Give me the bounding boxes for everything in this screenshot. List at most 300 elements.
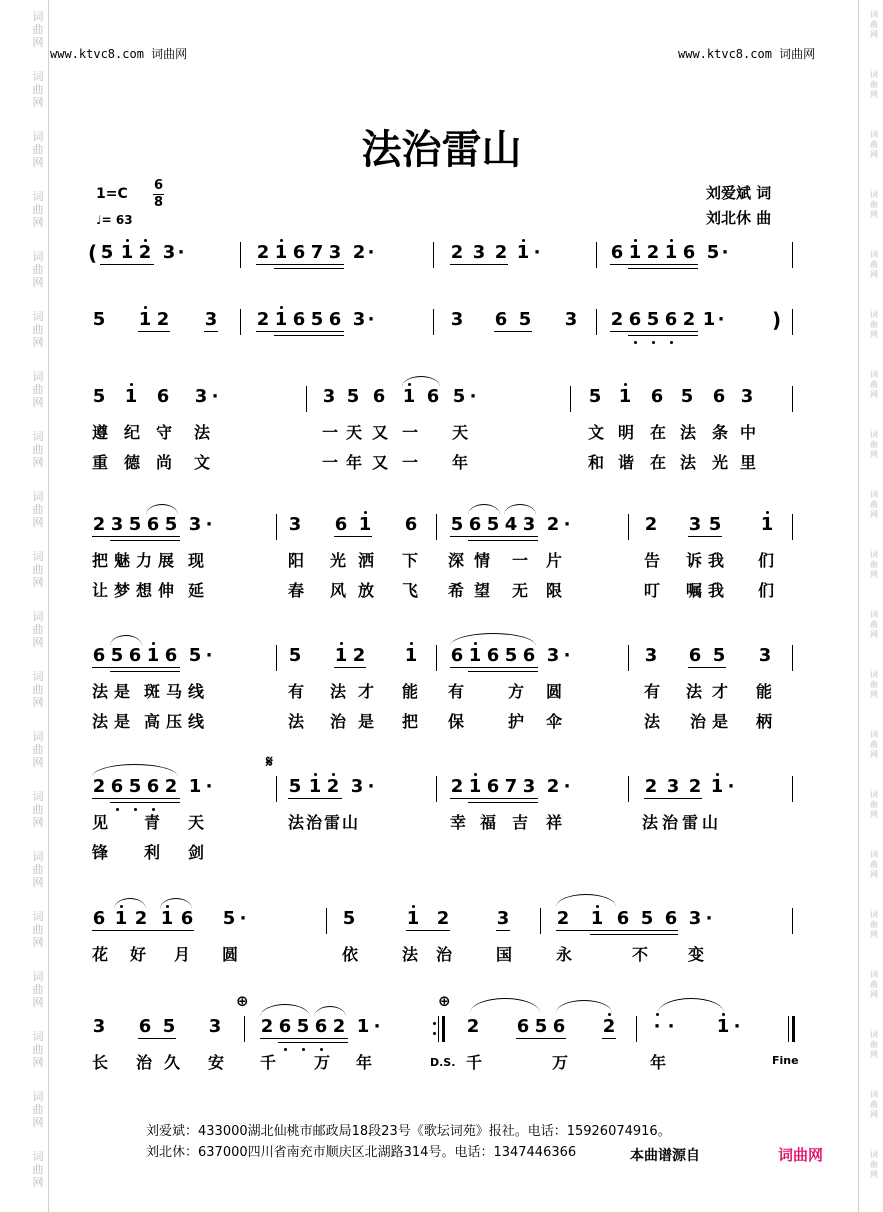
slur xyxy=(468,504,500,515)
measure xyxy=(650,1016,770,1037)
note: 5 xyxy=(706,242,720,263)
staff-row-1 xyxy=(0,241,883,274)
lyric-1: 在 xyxy=(650,423,667,442)
note: 6 xyxy=(334,514,348,535)
dot: · xyxy=(727,776,735,797)
note: 1 xyxy=(146,647,160,665)
lyric-1: 能 xyxy=(402,682,419,701)
dot: · xyxy=(717,309,725,330)
dot: · xyxy=(373,1016,381,1037)
note: 3 xyxy=(450,309,464,330)
note: 6 xyxy=(92,645,106,666)
note: 3 xyxy=(496,908,510,929)
barline xyxy=(306,386,307,412)
measure xyxy=(288,776,388,797)
time-signature-top: 6 xyxy=(154,178,164,193)
note: 2 xyxy=(138,244,152,262)
note: 3 xyxy=(564,309,578,330)
slur xyxy=(556,894,616,907)
note: 1 xyxy=(334,647,348,665)
note: 2 xyxy=(646,242,660,263)
lyric-2: 是 xyxy=(114,712,131,731)
note: 5 xyxy=(162,1016,176,1037)
note: 2 xyxy=(92,776,106,797)
note: 1 xyxy=(114,910,128,928)
note: 1 xyxy=(618,388,632,406)
lyric-2: 延 xyxy=(188,581,205,600)
lyric-1: 法 xyxy=(402,945,419,964)
note: 6 xyxy=(138,1016,152,1037)
watermark-text: 词 曲 网 xyxy=(870,970,878,999)
note: 4 xyxy=(504,514,518,535)
dot: · xyxy=(533,242,541,263)
lyric-1: 年 xyxy=(650,1053,667,1072)
song-title: 法治雷山 xyxy=(361,127,522,173)
lyric-2: 春 xyxy=(288,581,305,600)
lyric-1: 雷 xyxy=(682,813,699,832)
barline xyxy=(596,309,597,335)
note: 5 xyxy=(342,908,356,929)
lyric-2: 放 xyxy=(358,581,375,600)
lyric-1: 文 xyxy=(588,423,605,442)
lyric-1: 山 xyxy=(342,813,359,832)
dot: · xyxy=(563,776,571,797)
note: 3 xyxy=(204,309,218,330)
lyric-2: 治 xyxy=(330,712,347,731)
lyric-2: 伞 xyxy=(546,712,563,731)
note: 1 xyxy=(760,516,774,534)
note: 6 xyxy=(486,776,500,797)
note: 3 xyxy=(758,645,772,666)
watermark-text: 词 曲 网 xyxy=(870,850,878,879)
staff-row-8 xyxy=(0,992,883,1078)
key-signature: 1=C xyxy=(96,186,128,202)
note: 6 xyxy=(552,1016,566,1037)
lyric-2: 法 xyxy=(288,712,305,731)
note: 1 xyxy=(356,1016,370,1037)
note: 3 xyxy=(522,514,536,535)
measure xyxy=(92,1016,232,1037)
lyric-1: 法 xyxy=(642,813,659,832)
lyric-1: 青 xyxy=(144,813,161,832)
note: 5 xyxy=(646,311,660,329)
note: 6 xyxy=(486,645,500,666)
lyric-1: 法 xyxy=(330,682,347,701)
lyric-2: 一 xyxy=(322,453,339,472)
note: 6 xyxy=(664,908,678,929)
lyric-2: 文 xyxy=(194,453,211,472)
lyric-1: 现 xyxy=(188,551,205,570)
measure xyxy=(92,776,232,797)
barline xyxy=(792,908,793,934)
lyric-2: 嘱 xyxy=(686,581,703,600)
barline xyxy=(433,309,434,335)
note: 1 xyxy=(308,778,322,796)
note: 6 xyxy=(664,311,678,329)
note: 3 xyxy=(328,242,342,263)
note: 2 xyxy=(556,908,570,929)
note: 6 xyxy=(110,778,124,796)
note: 2 xyxy=(164,776,178,797)
note: 1 xyxy=(664,244,678,262)
note: 2 xyxy=(260,1016,274,1037)
note: 1 xyxy=(716,1018,730,1036)
staff-row-6 xyxy=(0,752,883,868)
lyric-1: 展 xyxy=(158,551,175,570)
lyric-1: 见 xyxy=(92,813,109,832)
note: 6 xyxy=(292,309,306,330)
brand-logo-text[interactable]: 词曲网 xyxy=(778,1146,824,1164)
watermark-text: 词 曲 网 xyxy=(870,550,878,579)
lyric-1: 好 xyxy=(130,945,147,964)
note: 6 xyxy=(278,1018,292,1036)
barline xyxy=(792,309,793,335)
watermark-text: 词 曲 网 xyxy=(32,1090,44,1129)
barline xyxy=(792,645,793,671)
final-barline-thin xyxy=(788,1016,789,1042)
lyric-1: 洒 xyxy=(358,551,375,570)
note: 5 xyxy=(640,908,654,929)
lyric-1: 万 xyxy=(314,1053,331,1072)
barline xyxy=(433,242,434,268)
note: 2 xyxy=(450,242,464,263)
note: 1 xyxy=(120,244,134,262)
note: 6 xyxy=(616,908,630,929)
lyric-1: 情 xyxy=(474,551,491,570)
dot: · xyxy=(667,1016,675,1037)
lyric-2: 无 xyxy=(512,581,529,600)
note: 6 xyxy=(468,514,482,535)
lyric-1: 治 xyxy=(136,1053,153,1072)
lyric-1: 天 xyxy=(452,423,469,442)
note: 2 xyxy=(256,242,270,263)
barline xyxy=(240,242,241,268)
lyric-1: 变 xyxy=(688,945,705,964)
fine-marking: Fine xyxy=(772,1054,799,1067)
measure xyxy=(644,514,784,535)
note: 6 xyxy=(292,242,306,263)
lyric-1: 才 xyxy=(358,682,375,701)
measure xyxy=(450,514,590,535)
barline xyxy=(570,386,571,412)
note: 6 xyxy=(628,311,642,329)
slur xyxy=(450,633,536,646)
watermark-text: 词 曲 网 xyxy=(32,670,44,709)
note: 1 xyxy=(406,910,420,928)
footer-composer-address: 刘北休：637000四川省南充市顺庆区北湖路314号。电话：1347446366 xyxy=(146,1145,577,1160)
note: 5 xyxy=(534,1016,548,1037)
lyric-2: 希 xyxy=(448,581,465,600)
lyric-2: 飞 xyxy=(402,581,419,600)
note: 1 xyxy=(274,311,288,329)
lyric-2: 想 xyxy=(136,581,153,600)
barline xyxy=(436,514,437,540)
note: 6 xyxy=(404,514,418,535)
watermark-text: 词 曲 网 xyxy=(870,130,878,159)
site-url-right[interactable]: www.ktvc8.com 词曲网 xyxy=(678,47,816,61)
barline xyxy=(596,242,597,268)
lyric-2: 谐 xyxy=(618,453,635,472)
watermark-text: 词 曲 网 xyxy=(32,310,44,349)
dot: · xyxy=(211,386,219,407)
lyric-1: 又 xyxy=(372,423,389,442)
note: 2 xyxy=(644,776,658,797)
slur xyxy=(92,764,178,777)
barline xyxy=(276,645,277,671)
note: 3 xyxy=(688,514,702,535)
slur xyxy=(556,1000,612,1013)
lyric-1: 一 xyxy=(402,423,419,442)
barline xyxy=(240,309,241,335)
lyric-2: 们 xyxy=(758,581,775,600)
dot: · xyxy=(705,908,713,929)
watermark-text: 词 曲 网 xyxy=(32,430,44,469)
dot: · xyxy=(563,645,571,666)
measure xyxy=(644,776,744,797)
lyric-1: 永 xyxy=(556,945,573,964)
lyric-1: 圆 xyxy=(222,945,239,964)
measure xyxy=(588,386,768,407)
note: 2 xyxy=(134,908,148,929)
source-label: 本曲谱源自 xyxy=(630,1148,700,1164)
time-signature-bottom: 8 xyxy=(154,195,164,210)
lyric-1: 纪 xyxy=(124,423,141,442)
lyric-1: 力 xyxy=(136,551,153,570)
lyric-1: 天 xyxy=(346,423,363,442)
lyric-1: 片 xyxy=(546,551,563,570)
lyric-1: 福 xyxy=(480,813,497,832)
note: 2 xyxy=(332,1016,346,1037)
watermark-text: 词 曲 网 xyxy=(32,70,44,109)
note: 1 xyxy=(160,910,174,928)
lyric-1: 法 xyxy=(194,423,211,442)
lyric-2: 剑 xyxy=(188,843,205,862)
slur xyxy=(110,635,142,646)
measure xyxy=(256,242,386,263)
measure xyxy=(450,776,590,797)
lyric-1: 中 xyxy=(740,423,757,442)
lyric-1: 久 xyxy=(164,1053,181,1072)
barline xyxy=(792,776,793,802)
staff-row-5 xyxy=(0,647,883,737)
note: 5 xyxy=(310,309,324,330)
staff-row-2 xyxy=(0,308,883,341)
lyric-2: 风 xyxy=(330,581,347,600)
slur xyxy=(402,376,440,387)
watermark-text: 词 曲 网 xyxy=(32,790,44,829)
note: 5 xyxy=(288,776,302,797)
measure xyxy=(92,309,232,330)
note: 1 xyxy=(138,311,152,329)
lyric-1: 把 xyxy=(92,551,109,570)
note: 2 xyxy=(352,645,366,666)
lyric-1: 依 xyxy=(342,945,359,964)
note: 2 xyxy=(494,242,508,263)
note: 1 xyxy=(358,516,372,534)
note: 5 xyxy=(92,309,106,330)
watermark-text: 词 曲 网 xyxy=(32,730,44,769)
note: 6 xyxy=(328,309,342,330)
lyric-1: 能 xyxy=(756,682,773,701)
note: 3 xyxy=(350,776,364,797)
lyric-2: 德 xyxy=(124,453,141,472)
lyric-1: 守 xyxy=(156,423,173,442)
watermark-text: 词 曲 网 xyxy=(870,1150,878,1179)
measure xyxy=(450,309,590,330)
lyric-1: 法 xyxy=(686,682,703,701)
lyric-1: 安 xyxy=(208,1053,225,1072)
lyric-2: 利 xyxy=(144,843,161,862)
note: 2 xyxy=(688,776,702,797)
lyric-2: 法 xyxy=(680,453,697,472)
barline xyxy=(326,908,327,934)
lyric-2: 一 xyxy=(402,453,419,472)
dot: · xyxy=(367,776,375,797)
note: 5 xyxy=(188,645,202,666)
lyric-1: 有 xyxy=(448,682,465,701)
lyric-1: 诉 xyxy=(686,551,703,570)
barline xyxy=(436,776,437,802)
lyric-1: 幸 xyxy=(450,813,467,832)
watermark-text: 词 曲 网 xyxy=(870,490,878,519)
note: 3 xyxy=(546,645,560,666)
watermark-text: 词 曲 网 xyxy=(870,1030,878,1059)
lyric-1: 才 xyxy=(712,682,729,701)
note: 5 xyxy=(452,386,466,407)
note: 5 xyxy=(588,386,602,407)
lyric-1: 圆 xyxy=(546,682,563,701)
lyric-2: 把 xyxy=(402,712,419,731)
lyric-1: 吉 xyxy=(512,813,529,832)
tempo-marking: ♩= 63 xyxy=(96,213,133,227)
slur xyxy=(470,998,540,1013)
watermark-text: 词 曲 网 xyxy=(870,430,878,459)
note: 3 xyxy=(92,1016,106,1037)
lyric-2: 护 xyxy=(508,712,525,731)
lyric-2: 治 xyxy=(690,712,707,731)
measure xyxy=(466,1016,626,1037)
barline xyxy=(276,514,277,540)
note: 6 xyxy=(650,386,664,407)
staff-row-3 xyxy=(0,388,883,478)
note: 6 xyxy=(146,778,160,796)
measure xyxy=(288,645,428,666)
note: 3 xyxy=(188,514,202,535)
lyric-2: 在 xyxy=(650,453,667,472)
measure xyxy=(288,514,428,535)
watermark-text: 词 曲 网 xyxy=(32,610,44,649)
note: 1 xyxy=(188,776,202,797)
watermark-text: 词 曲 网 xyxy=(870,730,878,759)
composer-credit: 刘北休 曲 xyxy=(706,209,772,227)
lyric-1: 我 xyxy=(708,551,725,570)
note: 2 xyxy=(546,776,560,797)
note: 6 xyxy=(712,386,726,407)
note: 5 xyxy=(518,309,532,330)
lyric-1: 们 xyxy=(758,551,775,570)
measure xyxy=(100,242,190,263)
lyric-1: 法 xyxy=(680,423,697,442)
note: 3 xyxy=(322,386,336,407)
note: 3 xyxy=(688,908,702,929)
measure xyxy=(260,1016,400,1037)
slur xyxy=(658,998,724,1013)
note: 1 xyxy=(628,244,642,262)
lyric-1: 山 xyxy=(702,813,719,832)
dot: · xyxy=(205,776,213,797)
measure xyxy=(342,908,522,929)
note: 3 xyxy=(288,514,302,535)
lyric-1: 千 xyxy=(466,1053,483,1072)
repeat-dot xyxy=(433,1032,436,1035)
note: 2 xyxy=(450,776,464,797)
lyric-1: 是 xyxy=(114,682,131,701)
barline xyxy=(792,514,793,540)
dot: · xyxy=(469,386,477,407)
lyric-2: 叮 xyxy=(644,581,661,600)
site-url-left[interactable]: www.ktvc8.com 词曲网 xyxy=(50,47,188,61)
note: 6 xyxy=(128,645,142,666)
lyric-1: 祥 xyxy=(546,813,563,832)
note: 1 xyxy=(402,388,416,406)
note: 2 xyxy=(352,242,366,263)
note: 5 xyxy=(222,908,236,929)
measure xyxy=(610,242,740,263)
lyric-2: 年 xyxy=(452,453,469,472)
note: 6 xyxy=(314,1018,328,1036)
dot: · xyxy=(367,309,375,330)
note: 6 xyxy=(494,309,508,330)
note: 1 xyxy=(404,647,418,665)
repeat-bar-thick xyxy=(442,1016,445,1042)
note: 3 xyxy=(740,386,754,407)
lyric-1: 雷 xyxy=(324,813,341,832)
lyric-1: 线 xyxy=(188,682,205,701)
note: 5 xyxy=(450,514,464,535)
lyric-1: 不 xyxy=(632,945,649,964)
dot: · xyxy=(563,514,571,535)
dot: · xyxy=(205,645,213,666)
note: 6 xyxy=(164,645,178,666)
lyric-1: 有 xyxy=(288,682,305,701)
slur xyxy=(504,504,536,515)
note: 3 xyxy=(352,309,366,330)
note: 5 xyxy=(128,514,142,535)
lyric-2: 保 xyxy=(448,712,465,731)
note: 2 xyxy=(256,309,270,330)
lyric-1: 治 xyxy=(436,945,453,964)
measure xyxy=(322,386,482,407)
lyric-2: 线 xyxy=(188,712,205,731)
note: 3 xyxy=(194,386,208,407)
lyric-2: 年 xyxy=(346,453,363,472)
barline xyxy=(628,776,629,802)
segno-sign: 𝄋 xyxy=(266,752,273,771)
lyric-2: 是 xyxy=(712,712,729,731)
measure xyxy=(644,645,784,666)
lyric-2: 重 xyxy=(92,453,109,472)
barline xyxy=(636,1016,637,1042)
note: 6 xyxy=(180,908,194,929)
note: 3 xyxy=(472,242,486,263)
lyric-1: 斑 xyxy=(144,682,161,701)
watermark-text: 词 曲 网 xyxy=(32,550,44,589)
lyric-2: 是 xyxy=(358,712,375,731)
measure xyxy=(450,242,550,263)
lyric-1: 月 xyxy=(174,945,191,964)
watermark-text: 词 曲 网 xyxy=(32,130,44,169)
note: 6 xyxy=(610,242,624,263)
